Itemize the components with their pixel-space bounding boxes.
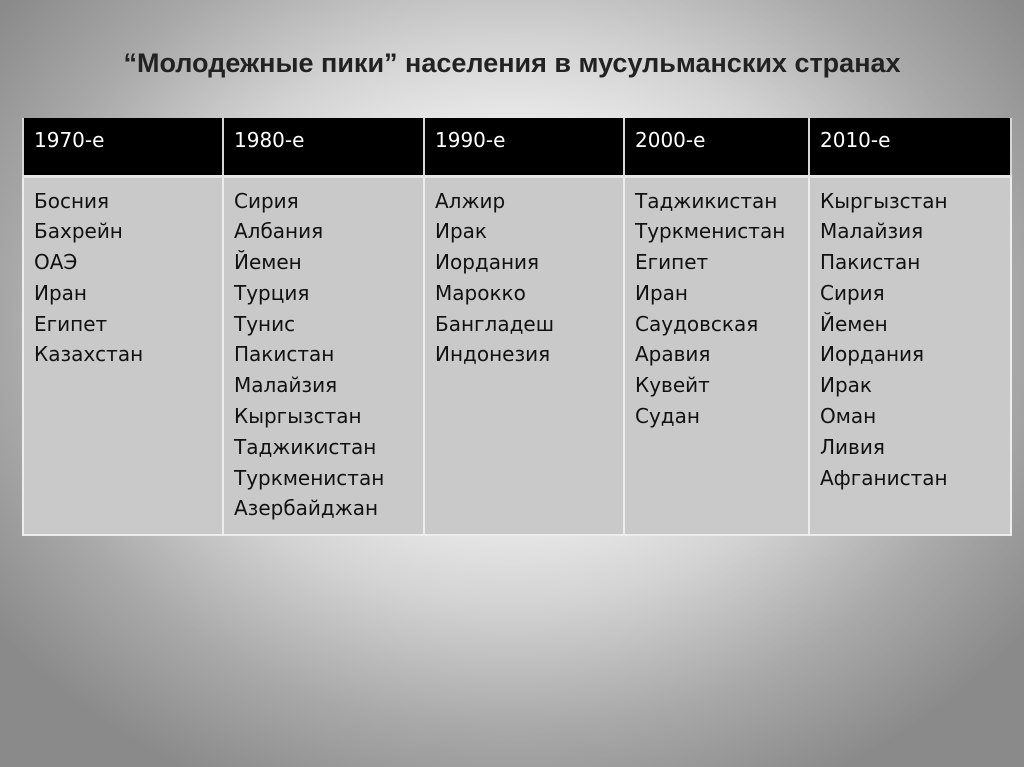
cell-1970s <box>23 176 223 535</box>
country-item: Кувейт <box>635 373 710 398</box>
country-item: Турция <box>234 280 310 305</box>
table-header-row <box>23 118 1011 176</box>
country-item: Марокко <box>435 280 526 305</box>
country-item: Босния <box>34 188 110 213</box>
country-item: Албания <box>234 219 324 244</box>
country-item: Саудовская <box>635 311 759 336</box>
country-item: Пакистан <box>234 342 335 367</box>
cell-1980s <box>223 176 424 535</box>
table-row <box>23 176 1011 535</box>
country-item: ОАЭ <box>34 250 78 275</box>
slide-title: “Молодежные пики” населения в мусульманских странах <box>123 48 901 78</box>
country-item: Иран <box>34 280 87 305</box>
country-item: Ирак <box>820 373 872 398</box>
country-item: Индонезия <box>435 342 551 367</box>
country-item: Сирия <box>234 188 299 213</box>
country-item: Египет <box>635 250 709 275</box>
country-item: Судан <box>635 404 700 429</box>
header-1990s: 1990-е <box>424 118 624 176</box>
country-item: Туркменистан <box>234 465 385 490</box>
country-item: Иран <box>635 280 688 305</box>
country-item: Азербайджан <box>234 496 379 521</box>
cell-2000s <box>624 176 809 535</box>
header-1980s: 1980-е <box>223 118 424 176</box>
country-item: Афганистан <box>820 465 948 490</box>
country-item: Алжир <box>435 188 506 213</box>
country-item: Йемен <box>234 250 302 275</box>
country-item: Таджикистан <box>234 434 377 459</box>
country-item: Сирия <box>820 280 885 305</box>
youth-bulge-table <box>22 118 1012 536</box>
country-item: Оман <box>820 404 877 429</box>
country-item: Ирак <box>435 219 487 244</box>
country-item: Иордания <box>820 342 925 367</box>
country-item: Казахстан <box>34 342 144 367</box>
header-2010s: 2010-е <box>809 118 1011 176</box>
country-item: Тунис <box>234 311 296 336</box>
cell-1990s <box>424 176 624 535</box>
country-item: Малайзия <box>234 373 338 398</box>
cell-2010s <box>809 176 1011 535</box>
country-item: Таджикистан <box>635 188 778 213</box>
country-item: Бангладеш <box>435 311 555 336</box>
country-item: Малайзия <box>820 219 924 244</box>
country-item: Бахрейн <box>34 219 123 244</box>
country-item: Египет <box>34 311 108 336</box>
header-1970s: 1970-е <box>23 118 223 176</box>
country-item: Аравия <box>635 342 711 367</box>
country-item: Пакистан <box>820 250 921 275</box>
country-item: Ливия <box>820 434 885 459</box>
header-2000s: 2000-е <box>624 118 809 176</box>
country-item: Кыргызстан <box>820 188 948 213</box>
country-item: Кыргызстан <box>234 404 362 429</box>
country-item: Иордания <box>435 250 540 275</box>
country-item: Йемен <box>820 311 888 336</box>
country-item: Туркменистан <box>635 219 786 244</box>
